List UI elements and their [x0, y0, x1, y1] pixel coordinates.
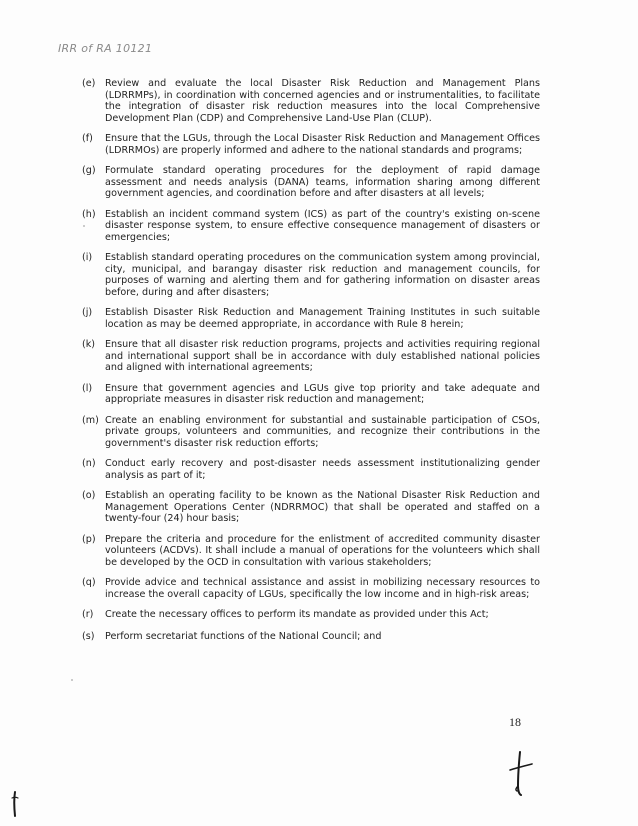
list-item	[82, 78, 540, 124]
running-header: IRR of RA 10121	[58, 42, 153, 55]
margin-ink-mark	[8, 790, 22, 820]
list-item	[82, 252, 540, 298]
item-list	[82, 78, 540, 642]
list-item	[82, 383, 540, 406]
item-text: Create an enabling environment for substantial and sustainable participation of CSOs, private groups, volunteers and communities, and recognize their contributions in the government's disaster risk reduction efforts;	[105, 414, 540, 449]
item-label: (m)	[82, 414, 99, 426]
item-text: Provide advice and technical assistance and assist in mobilizing necessary resources to increase the overall capacity of LGUs, specifically the low income and in high-risk areas;	[105, 577, 540, 600]
list-item	[82, 631, 540, 643]
item-label: (e)	[82, 78, 96, 89]
item-text: Ensure that government agencies and LGUs give top priority and take adequate and appropriate measures in disaster risk reduction and management;	[105, 382, 540, 405]
item-text: Establish standard operating procedures on the communication system among provincial, city, municipal, and barangay disaster risk reduction and management councils, for purposes of warning and alerting them and for gathering information on disaster areas before, during and after disasters;	[105, 252, 540, 298]
item-text: Conduct early recovery and post-disaster needs assessment institutionalizing gender analysis as part of it;	[105, 458, 540, 481]
item-text: Review and evaluate the local Disaster Risk Reduction and Management Plans (LDRRMPs), in coordination with concerned agencies and or instrumentalities, to facilitate the integration of disaster risk reduction measures into the local Comprehensive Development Plan (CDP) and Comprehensive Land-Use Plan (CLUP).	[105, 78, 540, 124]
item-label: (k)	[82, 339, 96, 350]
list-item	[82, 490, 540, 525]
list-item	[82, 415, 540, 450]
item-text: Establish an incident command system (ICS) as part of the country's existing on-scene disaster response system, to ensure effective consequence management of disasters or emergencies;	[105, 208, 540, 243]
list-item	[82, 458, 540, 481]
list-item	[82, 133, 540, 156]
page-number: 18	[509, 715, 521, 729]
item-label: (l)	[82, 382, 93, 394]
scan-speck	[80, 222, 88, 230]
item-text: Ensure that the LGUs, through the Local Disaster Risk Reduction and Management Offices (LDRRMOs) are properly informed and adhere to the national standards and programs;	[105, 133, 540, 156]
list-item	[82, 577, 540, 600]
item-text: Formulate standard operating procedures for the deployment of rapid damage assessment and needs analysis (DANA) teams, information sharing among different government agencies, and coordination before and after disasters at all levels;	[105, 165, 540, 199]
item-label: (r)	[82, 609, 94, 620]
item-text: Establish an operating facility to be known as the National Disaster Risk Reduction and Management Operations Center (NDRRMOC) that shall be operated and staffed on a twenty-four (24) hour basis;	[105, 490, 540, 524]
item-label: (o)	[82, 490, 96, 501]
item-text: Perform secretariat functions of the National Council; and	[105, 630, 382, 642]
item-label: (p)	[82, 533, 96, 545]
item-label: (s)	[82, 630, 95, 642]
signature-initial	[500, 748, 540, 798]
list-item	[82, 307, 540, 330]
item-label: (i)	[82, 252, 93, 263]
list-item	[82, 609, 540, 621]
item-label: (h)	[82, 208, 96, 220]
list-item	[82, 534, 540, 569]
item-text: Prepare the criteria and procedure for the enlistment of accredited community disaster volunteers (ACDVs). It shall include a manual of operations for the volunteers which shall be developed by the OCD in consultation with various stakeholders;	[105, 533, 540, 568]
item-label: (f)	[82, 133, 93, 144]
item-label: (n)	[82, 458, 96, 469]
scan-speck	[68, 676, 76, 684]
item-text: Ensure that all disaster risk reduction programs, projects and activities requiring regional and international support shall be in accordance with duly established national policies and aligned with international agreements;	[105, 339, 540, 373]
item-label: (j)	[82, 307, 93, 318]
list-item	[82, 339, 540, 374]
list-item	[82, 209, 540, 244]
item-text: Establish Disaster Risk Reduction and Management Training Institutes in such suitable location as may be deemed appropriate, in accordance with Rule 8 herein;	[105, 307, 540, 330]
item-label: (g)	[82, 165, 96, 176]
item-label: (q)	[82, 577, 96, 588]
item-text: Create the necessary offices to perform its mandate as provided under this Act;	[105, 609, 489, 620]
list-item	[82, 165, 540, 200]
